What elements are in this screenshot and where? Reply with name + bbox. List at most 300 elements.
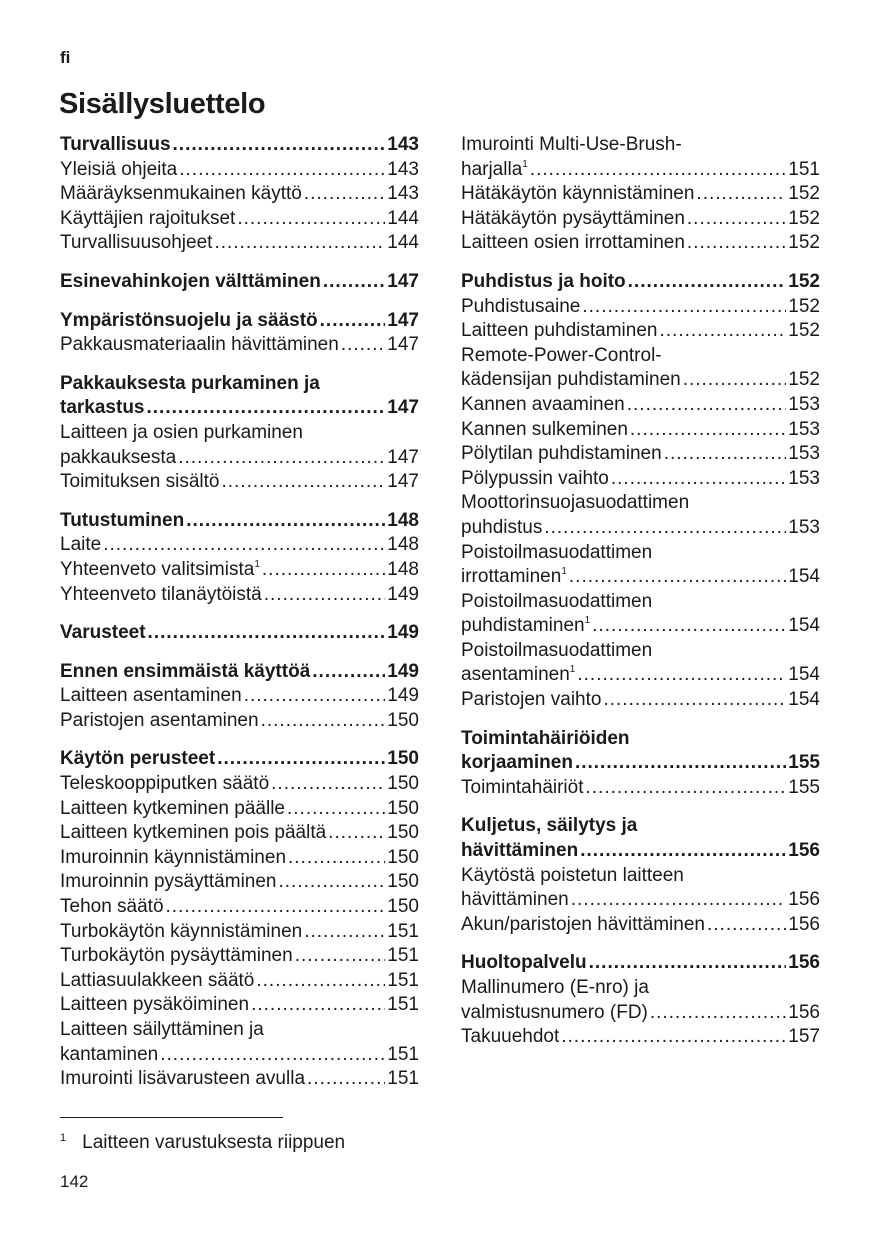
toc-entry-label: kädensijan puhdistaminen xyxy=(461,369,681,391)
dot-leader xyxy=(179,158,385,183)
dot-leader xyxy=(589,951,787,976)
dot-leader xyxy=(627,393,787,418)
dot-leader xyxy=(328,821,385,846)
toc-entry xyxy=(60,533,419,558)
toc-heading xyxy=(461,951,820,976)
toc-entry-label: harjalla xyxy=(461,158,523,180)
toc-heading xyxy=(60,621,419,646)
toc-entry-page: 151 xyxy=(387,1043,419,1065)
toc-entry-line: Mallinumero (E-nro) ja xyxy=(461,977,649,998)
toc-entry-label: Kannen sulkeminen xyxy=(461,418,628,440)
toc-entry-page: 151 xyxy=(387,920,419,942)
toc-entry-text xyxy=(461,418,628,443)
dot-leader xyxy=(103,533,385,558)
dot-leader xyxy=(256,969,385,994)
toc-entry-text xyxy=(60,1043,158,1068)
toc-entry-page: 150 xyxy=(387,822,419,844)
toc-entry-page: 155 xyxy=(788,776,820,798)
dot-leader xyxy=(148,621,386,646)
footnote-mark: 1 xyxy=(60,1132,67,1144)
dot-leader xyxy=(221,470,385,495)
toc-entry-label: Laitteen asentaminen xyxy=(60,685,242,707)
page-title: Sisällysluettelo xyxy=(59,88,266,120)
toc-entry xyxy=(60,470,419,495)
toc-entry xyxy=(461,1001,820,1026)
toc-heading-page: 156 xyxy=(788,840,820,862)
toc-entry xyxy=(60,846,419,871)
toc-entry-label: Lattiasuulakkeen säätö xyxy=(60,969,255,991)
toc-heading-text xyxy=(60,660,310,685)
dot-leader xyxy=(312,660,385,685)
toc-heading-label: Esinevahinkojen välttäminen xyxy=(60,270,321,292)
toc-entry-label: Laitteen puhdistaminen xyxy=(461,320,658,342)
toc-entry-label: Imurointi lisävarusteen avulla xyxy=(60,1068,306,1090)
toc-heading-page: 147 xyxy=(387,270,419,292)
toc-entry xyxy=(60,1043,419,1068)
toc-entry-text xyxy=(60,558,260,583)
toc-entry-text xyxy=(60,583,262,608)
toc-heading-page: 149 xyxy=(387,660,419,682)
toc-column-right xyxy=(461,133,820,1064)
dot-leader xyxy=(178,446,385,471)
toc-entry xyxy=(461,442,820,467)
toc-entry-text xyxy=(60,870,277,895)
footnote-reference: 1 xyxy=(522,158,528,170)
toc-entry-label: irrottaminen xyxy=(461,566,562,588)
toc-entry-page: 153 xyxy=(788,443,820,465)
toc-entry-line: Laitteen ja osien purkaminen xyxy=(60,421,303,443)
toc-entry-label: Laitteen osien irrottaminen xyxy=(461,232,685,254)
dot-leader xyxy=(244,684,386,709)
dot-leader xyxy=(279,870,386,895)
toc-entry-text xyxy=(60,1067,305,1092)
dot-leader xyxy=(664,442,787,467)
toc-entry-page: 156 xyxy=(788,913,820,935)
toc-heading-page: 149 xyxy=(387,622,419,644)
toc-heading-page: 150 xyxy=(387,748,419,770)
toc-heading-label: Turvallisuus xyxy=(60,134,171,155)
toc-entry-label: Hätäkäytön käynnistäminen xyxy=(461,183,695,205)
toc-entry-page: 147 xyxy=(387,334,419,356)
dot-leader xyxy=(186,509,385,534)
toc-entry-label: Turvallisuusohjeet xyxy=(60,232,213,254)
toc-entry-text xyxy=(60,969,254,994)
toc-entry-page: 150 xyxy=(387,896,419,918)
toc-entry-page: 151 xyxy=(387,994,419,1016)
toc-section xyxy=(461,270,820,713)
toc-entry xyxy=(60,446,419,471)
toc-heading xyxy=(461,270,820,295)
toc-entry-label: Käyttäjien rajoitukset xyxy=(60,207,236,229)
toc-section xyxy=(60,270,419,295)
toc-entry-text xyxy=(461,516,542,541)
toc-entry-text xyxy=(60,158,177,183)
toc-entry-text xyxy=(461,393,625,418)
toc-heading-label: Ennen ensimmäistä käyttöä xyxy=(60,660,311,682)
toc-entry-page: 153 xyxy=(788,467,820,489)
toc-entry-text xyxy=(60,846,286,871)
toc-entry-text xyxy=(461,467,609,492)
toc-entry-label: Pakkausmateriaalin hävittäminen xyxy=(60,334,339,356)
dot-leader xyxy=(683,368,787,393)
toc-entry xyxy=(461,776,820,801)
footnote-text: Laitteen varustuksesta riippuen xyxy=(82,1132,346,1153)
dot-leader xyxy=(582,295,786,320)
toc-entry xyxy=(60,558,419,583)
toc-entry-label: Yleisiä ohjeita xyxy=(60,158,178,180)
dot-leader xyxy=(323,270,385,295)
toc-entry xyxy=(60,895,419,920)
toc-entry xyxy=(60,709,419,734)
dot-leader xyxy=(341,333,385,358)
toc-heading-text xyxy=(461,951,587,976)
toc-entry-line: Imurointi Multi-Use-Brush- xyxy=(461,134,682,155)
toc-section xyxy=(60,309,419,358)
toc-entry-page: 153 xyxy=(788,418,820,440)
dot-leader xyxy=(288,846,385,871)
dot-leader xyxy=(304,920,385,945)
toc-entry xyxy=(461,207,820,232)
dot-leader xyxy=(628,270,787,295)
toc-entry-label: Pölytilan puhdistaminen xyxy=(461,443,662,465)
dot-leader xyxy=(173,133,386,158)
toc-entry-text xyxy=(60,709,259,734)
toc-entry-label: Imuroinnin pysäyttäminen xyxy=(60,871,277,893)
toc-heading-label: korjaaminen xyxy=(461,752,573,774)
toc-heading-label: Käytön perusteet xyxy=(60,748,216,770)
dot-leader xyxy=(571,888,787,913)
toc-entry xyxy=(461,231,820,256)
toc-entry-label: Yhteenveto valitsimista xyxy=(60,558,255,580)
toc-heading-label: Varusteet xyxy=(60,622,146,644)
toc-entry-text xyxy=(461,319,657,344)
toc-entry xyxy=(60,1067,419,1092)
toc-entry-line: Käytöstä poistetun laitteen xyxy=(461,864,684,886)
toc-entry-text xyxy=(461,1001,648,1026)
toc-entry xyxy=(60,797,419,822)
toc-entry-label: Paristojen asentaminen xyxy=(60,709,259,731)
toc-entry xyxy=(60,772,419,797)
dot-leader xyxy=(575,751,786,776)
toc-heading-label: tarkastus xyxy=(60,397,145,419)
toc-entry-label: Paristojen vaihto xyxy=(461,689,602,711)
toc-entry xyxy=(461,614,820,639)
toc-heading xyxy=(60,509,419,534)
toc-heading-label: Ympäristönsuojelu ja säästö xyxy=(60,309,318,331)
toc-entry-text xyxy=(461,295,580,320)
toc-entry-page: 156 xyxy=(788,889,820,911)
dot-leader xyxy=(592,614,786,639)
toc-entry xyxy=(461,663,820,688)
toc-entry-text xyxy=(461,182,694,207)
toc-heading-text xyxy=(60,133,171,158)
toc-entry-page: 148 xyxy=(387,558,419,580)
toc-entry xyxy=(461,516,820,541)
toc-entry xyxy=(60,684,419,709)
toc-heading-text xyxy=(60,747,215,772)
toc-entry-text xyxy=(60,895,164,920)
toc-heading-text xyxy=(461,751,573,776)
toc-entry xyxy=(461,393,820,418)
toc-heading xyxy=(60,270,419,295)
toc-entry-line: Poistoilmasuodattimen xyxy=(461,590,653,612)
toc-entry-page: 150 xyxy=(387,871,419,893)
toc-entry-text xyxy=(60,797,285,822)
toc-entry-label: Yhteenveto tilanäytöistä xyxy=(60,583,262,605)
toc-entry-label: Toimintahäiriöt xyxy=(461,776,584,798)
toc-entry-page: 156 xyxy=(788,1001,820,1023)
toc-heading-text xyxy=(60,270,321,295)
toc-entry-text xyxy=(60,772,269,797)
toc-entry-page: 153 xyxy=(788,516,820,538)
toc-entry-line: Poistoilmasuodattimen xyxy=(461,639,653,661)
toc-entry-text xyxy=(60,533,101,558)
toc-entry-page: 154 xyxy=(788,689,820,711)
toc-entry-page: 150 xyxy=(387,773,419,795)
toc-entry-text xyxy=(461,231,685,256)
dot-leader xyxy=(687,231,786,256)
toc-entry-page: 153 xyxy=(788,393,820,415)
toc-entry-text xyxy=(60,684,242,709)
toc-entry xyxy=(60,158,419,183)
toc-heading xyxy=(461,751,820,776)
toc-entry-label: Laite xyxy=(60,534,102,556)
toc-heading-text xyxy=(461,270,626,295)
toc-entry xyxy=(461,688,820,713)
toc-entry-page: 144 xyxy=(387,232,419,254)
toc-entry-page: 148 xyxy=(387,534,419,556)
dot-leader xyxy=(287,797,385,822)
toc-entry-text xyxy=(60,821,326,846)
toc-entry-label: Puhdistusaine xyxy=(461,295,581,317)
dot-leader xyxy=(320,309,386,334)
toc-entry-text xyxy=(60,182,302,207)
toc-entry-page: 151 xyxy=(387,969,419,991)
dot-leader xyxy=(261,709,386,734)
toc-entry xyxy=(60,821,419,846)
dot-leader xyxy=(707,913,786,938)
toc-entry-label: kantaminen xyxy=(60,1043,159,1065)
toc-entry xyxy=(461,319,820,344)
toc-entry-text xyxy=(461,688,601,713)
toc-entry-label: Toimituksen sisältö xyxy=(60,471,220,493)
language-code: fi xyxy=(60,48,71,67)
toc-section xyxy=(461,951,820,1049)
toc-entry xyxy=(60,231,419,256)
toc-entry-label: Määräyksenmukainen käyttö xyxy=(60,183,302,205)
toc-entry-line: Moottorinsuojasuodattimen xyxy=(461,492,690,514)
footnote-reference: 1 xyxy=(561,566,567,578)
toc-entry xyxy=(60,870,419,895)
toc-entry xyxy=(60,920,419,945)
toc-entry-line: Poistoilmasuodattimen xyxy=(461,541,653,563)
toc-entry-page: 152 xyxy=(788,295,820,317)
footnote xyxy=(60,1132,345,1154)
toc-entry xyxy=(60,182,419,207)
toc-heading xyxy=(461,839,820,864)
dot-leader xyxy=(217,747,385,772)
toc-entry-text xyxy=(461,888,569,913)
toc-entry-text xyxy=(461,614,590,639)
dot-leader xyxy=(271,772,385,797)
toc-heading-text xyxy=(461,839,578,864)
toc-entry xyxy=(60,207,419,232)
toc-entry xyxy=(461,295,820,320)
toc-heading-text xyxy=(60,309,318,334)
toc-entry-label: Hätäkäytön pysäyttäminen xyxy=(461,207,685,229)
toc-entry-text xyxy=(461,913,705,938)
dot-leader xyxy=(262,558,385,583)
dot-leader xyxy=(561,1025,786,1050)
toc-entry-page: 152 xyxy=(788,207,820,229)
toc-entry-text xyxy=(60,333,339,358)
toc-section xyxy=(461,814,820,937)
toc-entry-label: Laitteen kytkeminen pois päältä xyxy=(60,822,327,844)
dot-leader xyxy=(650,1001,786,1026)
toc-entry-page: 152 xyxy=(788,232,820,254)
toc-entry-page: 154 xyxy=(788,615,820,637)
dot-leader xyxy=(530,158,786,183)
toc-heading-line: Toimintahäiriöiden xyxy=(461,727,630,749)
footnote-reference: 1 xyxy=(584,615,591,627)
toc-entry-page: 154 xyxy=(788,566,820,588)
toc-heading-label: Puhdistus ja hoito xyxy=(461,270,626,292)
toc-entry-label: Laitteen pysäköiminen xyxy=(60,994,250,1016)
toc-entry-label: Turbokäytön käynnistäminen xyxy=(60,920,303,942)
dot-leader xyxy=(237,207,385,232)
toc-section xyxy=(60,621,419,646)
toc-entry xyxy=(461,467,820,492)
toc-entry-page: 154 xyxy=(788,664,820,686)
toc-entry-page: 149 xyxy=(387,685,419,707)
toc-entry xyxy=(60,969,419,994)
toc-entry-page: 157 xyxy=(788,1026,820,1048)
toc-entry-label: Akun/paristojen hävittäminen xyxy=(461,913,705,935)
dot-leader xyxy=(304,182,385,207)
toc-entry xyxy=(461,565,820,590)
toc-entry xyxy=(461,182,820,207)
toc-heading xyxy=(60,133,419,158)
dot-leader xyxy=(544,516,786,541)
toc-heading-text xyxy=(60,509,184,534)
toc-entry-page: 150 xyxy=(387,709,419,731)
toc-entry-text xyxy=(60,470,219,495)
toc-heading-page: 156 xyxy=(788,952,820,974)
dot-leader xyxy=(577,663,786,688)
toc-entry-label: puhdistaminen xyxy=(461,615,585,637)
toc-section xyxy=(60,660,419,734)
dot-leader xyxy=(307,1067,385,1092)
toc-entry-label: asentaminen xyxy=(461,664,570,686)
toc-entry-text xyxy=(461,1025,559,1050)
toc-entry-page: 147 xyxy=(387,471,419,493)
toc-entry-page: 151 xyxy=(788,158,820,180)
toc-heading-page: 147 xyxy=(387,397,419,419)
toc-heading-page: 155 xyxy=(788,752,820,774)
page-number: 142 xyxy=(60,1172,89,1191)
toc-entry-label: puhdistus xyxy=(461,516,543,538)
toc-heading-label: Tutustuminen xyxy=(60,509,185,531)
dot-leader xyxy=(160,1043,385,1068)
toc-entry-text xyxy=(60,920,302,945)
toc-entry-page: 150 xyxy=(387,797,419,819)
dot-leader xyxy=(569,565,786,590)
toc-heading xyxy=(60,660,419,685)
toc-entry-line: Remote-Power-Control- xyxy=(461,344,662,366)
footnote-reference: 1 xyxy=(254,558,260,570)
toc-entry-text xyxy=(461,207,685,232)
dot-leader xyxy=(611,467,786,492)
toc-heading-page: 147 xyxy=(387,309,419,331)
toc-entry-label: hävittäminen xyxy=(461,889,569,911)
toc-entry-text xyxy=(60,207,235,232)
toc-section xyxy=(60,133,419,256)
toc-entry-page: 150 xyxy=(387,846,419,868)
toc-entry-page: 143 xyxy=(387,158,419,180)
toc-entry xyxy=(60,333,419,358)
dot-leader xyxy=(251,993,385,1018)
toc-entry-text xyxy=(60,993,249,1018)
dot-leader xyxy=(687,207,786,232)
toc-heading xyxy=(60,309,419,334)
toc-heading-line: Pakkauksesta purkaminen ja xyxy=(60,372,320,394)
toc-entry-text xyxy=(461,663,575,688)
footnote-reference: 1 xyxy=(569,664,576,676)
toc-entry-label: Turbokäytön pysäyttäminen xyxy=(60,945,293,967)
toc-entry-text xyxy=(461,776,584,801)
dot-leader xyxy=(295,944,386,969)
toc-entry xyxy=(461,368,820,393)
toc-entry-label: Takuuehdot xyxy=(461,1026,560,1048)
dot-leader xyxy=(264,583,386,608)
toc-section xyxy=(60,509,419,607)
toc-entry-text xyxy=(60,446,176,471)
toc-entry-label: Imuroinnin käynnistäminen xyxy=(60,846,287,868)
toc-entry xyxy=(461,1025,820,1050)
toc-heading-line: Kuljetus, säilytys ja xyxy=(461,815,638,837)
toc-entry xyxy=(60,583,419,608)
toc-heading-page: 143 xyxy=(387,134,419,155)
dot-leader xyxy=(586,776,787,801)
toc-entry xyxy=(461,888,820,913)
toc-section xyxy=(461,133,820,256)
toc-entry-page: 152 xyxy=(788,369,820,391)
dot-leader xyxy=(166,895,386,920)
toc-entry xyxy=(60,993,419,1018)
toc-entry-label: valmistusnumero (FD) xyxy=(461,1001,648,1023)
toc-entry-page: 147 xyxy=(387,446,419,468)
toc-entry-page: 151 xyxy=(387,945,419,967)
toc-entry-page: 143 xyxy=(387,183,419,205)
toc-entry-page: 152 xyxy=(788,320,820,342)
toc-section xyxy=(60,372,419,495)
toc-heading-text xyxy=(60,621,146,646)
dot-leader xyxy=(147,396,386,421)
toc-entry xyxy=(461,158,820,183)
toc-heading xyxy=(60,747,419,772)
toc-heading-page: 148 xyxy=(387,509,419,531)
toc-entry-label: Teleskooppiputken säätö xyxy=(60,773,270,795)
toc-entry-page: 152 xyxy=(788,183,820,205)
toc-column-left xyxy=(60,133,419,1106)
footnote-divider xyxy=(60,1117,283,1118)
toc-heading-page: 152 xyxy=(788,270,820,292)
toc-entry-text xyxy=(461,158,528,183)
dot-leader xyxy=(214,231,385,256)
toc-entry-label: Kannen avaaminen xyxy=(461,393,625,415)
toc-heading-label: Huoltopalvelu xyxy=(461,952,587,974)
toc-heading-text xyxy=(60,396,145,421)
